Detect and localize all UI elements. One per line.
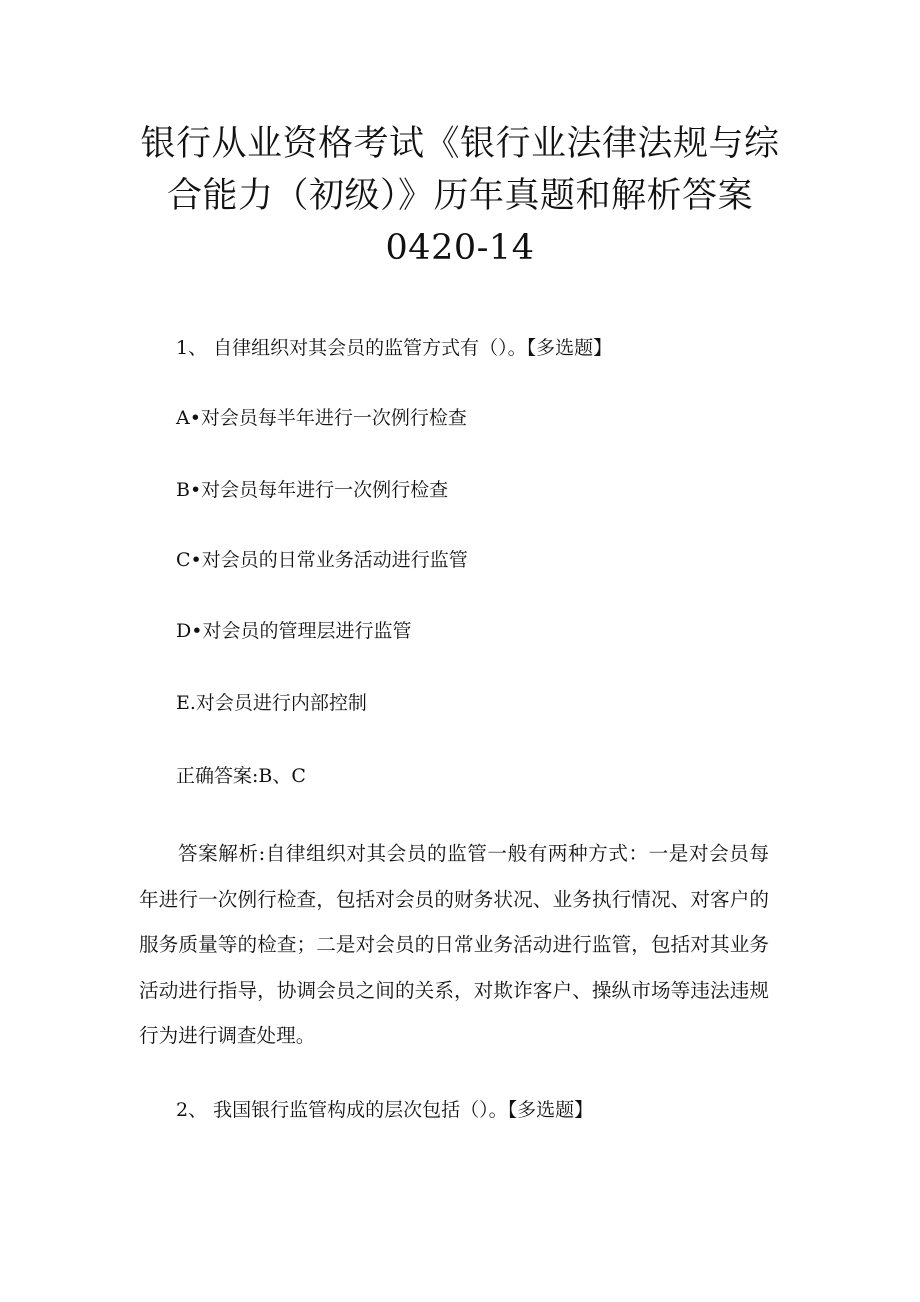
question-1-explanation: 答案解析:自律组织对其会员的监管一般有两种方式：一是对会员每年进行一次例行检查，包括对会员的财务状况、业务执行情况、对客户的服务质量等的检查；二是对会员的日常业务活动进行监管，包括对其业务活动进行指导，协调会员之间的关系，对欺诈客户、操纵市场等违法违规行为进行调查处理。 xyxy=(139,842,769,1047)
question-1-stem: 1、 自律组织对其会员的监管方式有（）。【多选题】 xyxy=(176,337,613,359)
title-line-2: 合能力（初级）》历年真题和解析答案 xyxy=(166,176,753,216)
title-line-1: 银行从业资格考试《银行业法律法规与综 xyxy=(140,124,780,164)
question-1-option-c: C•对会员的日常业务活动进行监管 xyxy=(176,549,468,571)
question-1-correct-answer: 正确答案:B、C xyxy=(176,765,306,787)
question-1-option-a: A•对会员每半年进行一次例行检查 xyxy=(176,407,467,429)
question-1-option-d: D•对会员的管理层进行监管 xyxy=(176,620,412,642)
question-1-option-e: E.对会员进行内部控制 xyxy=(176,692,367,714)
question-1-option-b: B•对会员每年进行一次例行检查 xyxy=(176,479,449,501)
title-line-3: 0420-14 xyxy=(385,228,535,268)
document-title xyxy=(120,118,800,274)
question-2-stem: 2、 我国银行监管构成的层次包括（）。【多选题】 xyxy=(176,1099,594,1121)
